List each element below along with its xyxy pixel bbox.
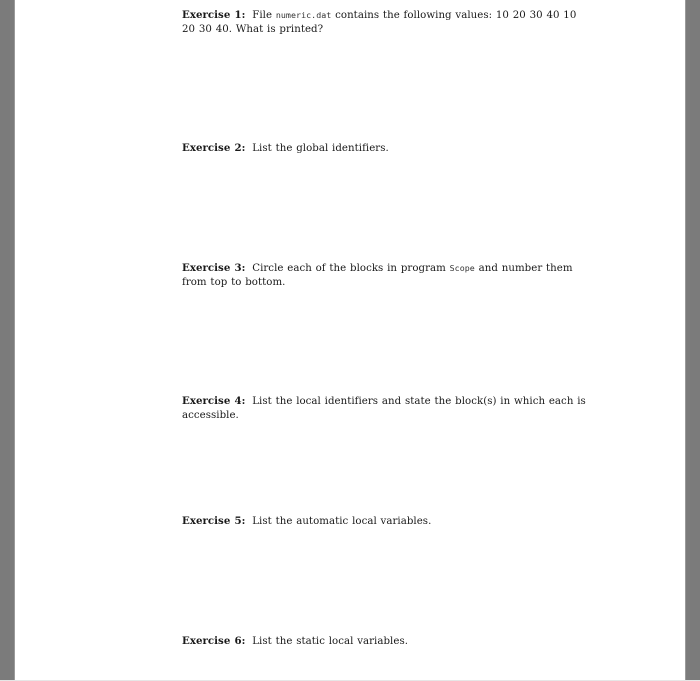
exercise-6-text: List the static local variables. — [252, 636, 409, 647]
exercise-3-text-after: and number them from top to bottom. — [182, 263, 573, 288]
exercise-4-text: List the local identifiers and state the block(s) in which each is accessible. — [182, 396, 586, 421]
exercise-5-text: List the automatic local variables. — [252, 516, 432, 527]
exercise-1-text-before: File — [252, 10, 276, 21]
exercise-3 — [182, 262, 592, 289]
exercise-2-text: List the global identifiers. — [252, 143, 389, 154]
exercise-1-text-after: contains the following values: 10 20 30 40 10 20 30 40. What is printed? — [182, 10, 577, 35]
exercise-1-filename-code: numeric.dat — [275, 10, 332, 20]
exercise-2-label: Exercise 2: — [182, 142, 246, 154]
exercise-3-label: Exercise 3: — [182, 262, 246, 274]
exercise-5-label: Exercise 5: — [182, 515, 246, 527]
exercise-3-program-code: Scope — [449, 263, 475, 273]
exercise-4-label: Exercise 4: — [182, 395, 246, 407]
exercise-3-text-before: Circle each of the blocks in program — [252, 263, 450, 274]
exercise-4 — [182, 395, 602, 422]
exercise-1 — [182, 9, 592, 36]
exercise-6-label: Exercise 6: — [182, 635, 246, 647]
exercise-1-label: Exercise 1: — [182, 9, 246, 21]
exercise-5 — [182, 515, 592, 529]
document-page — [14, 0, 686, 680]
exercise-6 — [182, 635, 592, 649]
exercise-2 — [182, 142, 592, 156]
